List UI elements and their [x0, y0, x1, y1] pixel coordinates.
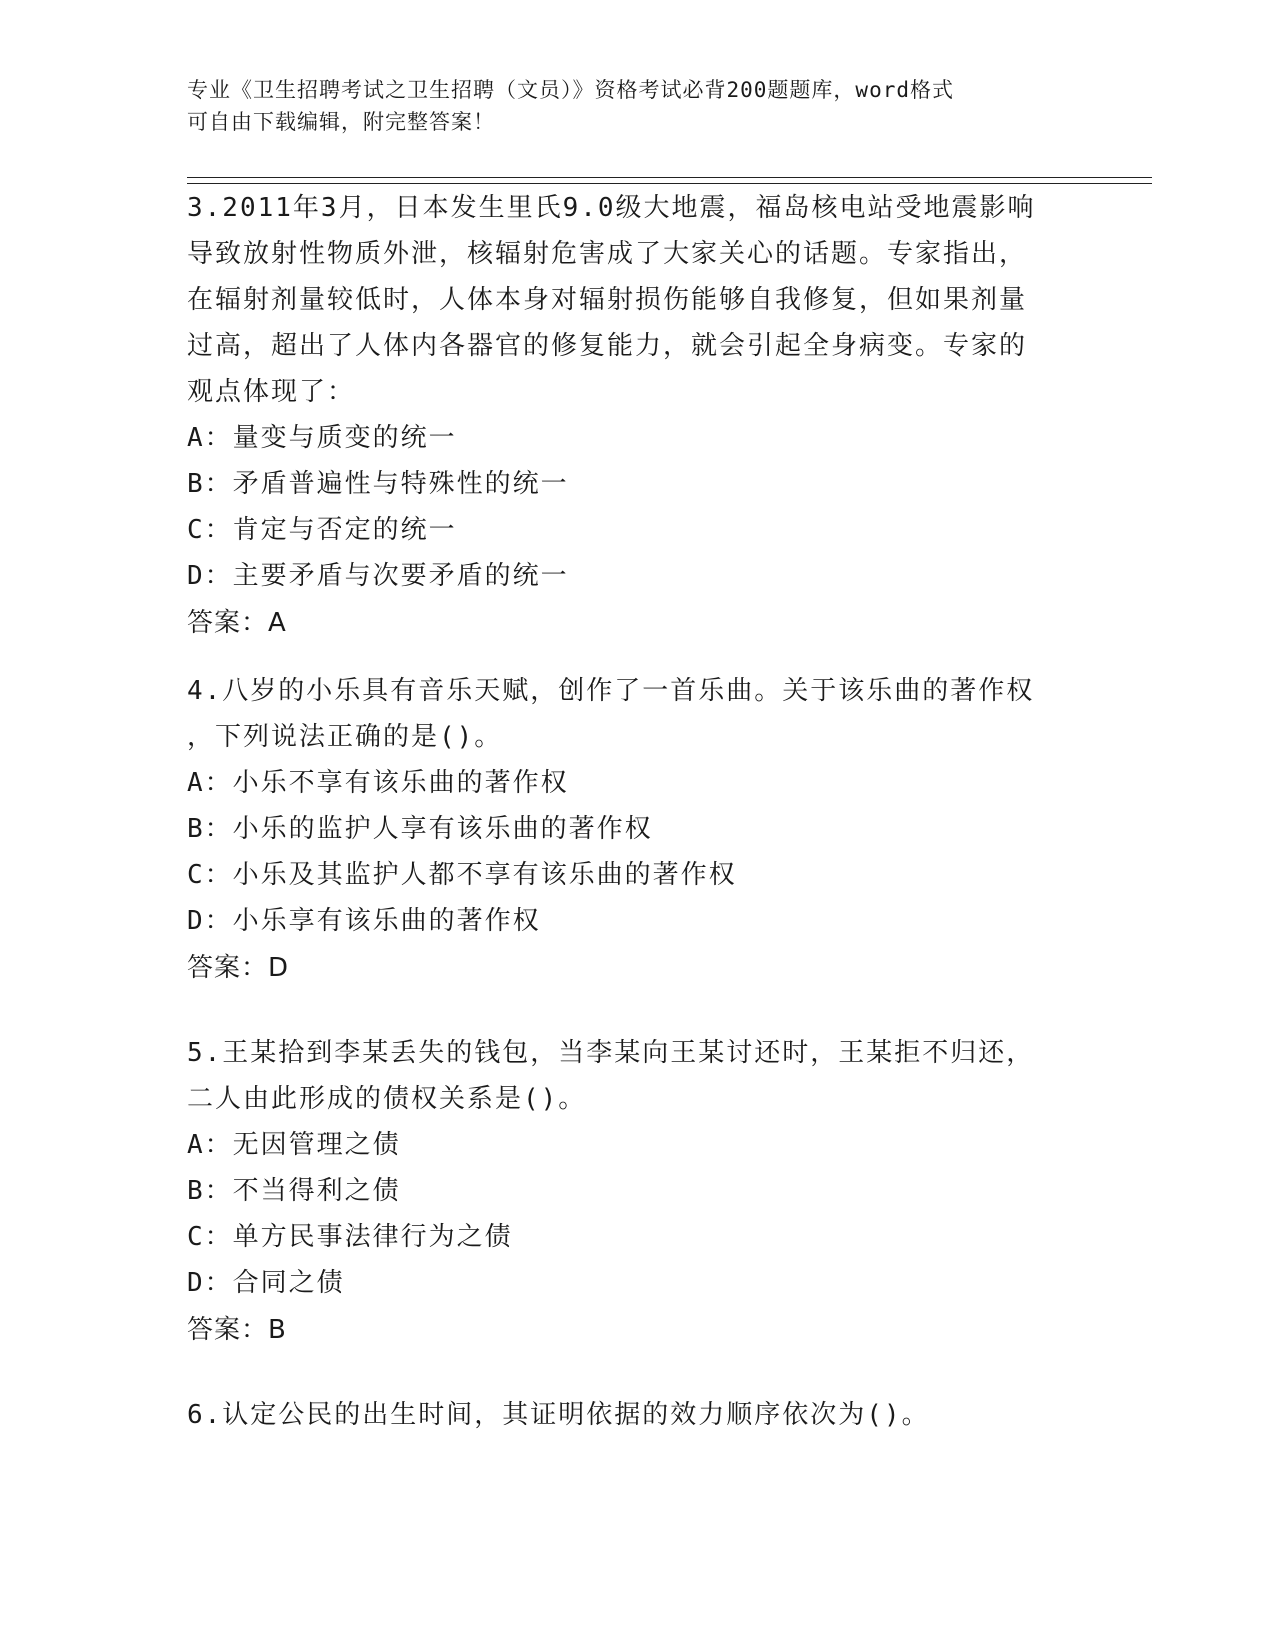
- question-stem-line: ，下列说法正确的是()。: [187, 722, 503, 752]
- question-stem-line: 3.2011年3月，日本发生里氏9.0级大地震，福岛核电站受地震影响: [187, 193, 1036, 223]
- option-c: C：小乐及其监护人都不享有该乐曲的著作权: [187, 860, 737, 890]
- option-b: B：矛盾普遍性与特殊性的统一: [187, 469, 569, 499]
- question-6: [187, 1392, 1067, 1438]
- question-stem-line: 导致放射性物质外泄，核辐射危害成了大家关心的话题。专家指出，: [187, 239, 1028, 269]
- question-stem-line: 在辐射剂量较低时，人体本身对辐射损伤能够自我修复，但如果剂量: [187, 285, 1028, 315]
- header-line-1: 专业《卫生招聘考试之卫生招聘（文员）》资格考试必背200题题库，word格式: [187, 78, 954, 102]
- option-c: C：单方民事法律行为之债: [187, 1222, 513, 1252]
- question-stem-line: 观点体现了：: [187, 377, 356, 407]
- question-stem-line: 二人由此形成的债权关系是()。: [187, 1084, 587, 1114]
- option-a: A：量变与质变的统一: [187, 423, 457, 453]
- option-c: C：肯定与否定的统一: [187, 515, 457, 545]
- question-4: [187, 668, 1067, 992]
- document-header: [187, 74, 1067, 138]
- option-a: A：小乐不享有该乐曲的著作权: [187, 768, 569, 798]
- header-line-2: 可自由下载编辑，附完整答案！: [187, 110, 495, 134]
- option-b: B：小乐的监护人享有该乐曲的著作权: [187, 814, 653, 844]
- option-d: D：主要矛盾与次要矛盾的统一: [187, 561, 569, 591]
- option-d: D：小乐享有该乐曲的著作权: [187, 906, 541, 936]
- option-d: D：合同之债: [187, 1268, 345, 1298]
- option-b: B：不当得利之债: [187, 1176, 401, 1206]
- question-stem-line: 6.认定公民的出生时间，其证明依据的效力顺序依次为()。: [187, 1400, 930, 1430]
- question-stem-line: 4.八岁的小乐具有音乐天赋，创作了一首乐曲。关于该乐曲的著作权: [187, 676, 1035, 706]
- answer-line: 答案：B: [187, 1315, 287, 1345]
- question-stem-line: 过高，超出了人体内各器官的修复能力，就会引起全身病变。专家的: [187, 331, 1028, 361]
- answer-line: 答案：D: [187, 953, 290, 983]
- header-divider-bottom: [187, 183, 1152, 184]
- header-divider-top: [187, 177, 1152, 178]
- question-5: [187, 1030, 1067, 1354]
- question-3: [187, 185, 1067, 647]
- option-a: A：无因管理之债: [187, 1130, 401, 1160]
- answer-line: 答案：A: [187, 608, 287, 638]
- question-stem-line: 5.王某拾到李某丢失的钱包，当李某向王某讨还时，王某拒不归还，: [187, 1038, 1035, 1068]
